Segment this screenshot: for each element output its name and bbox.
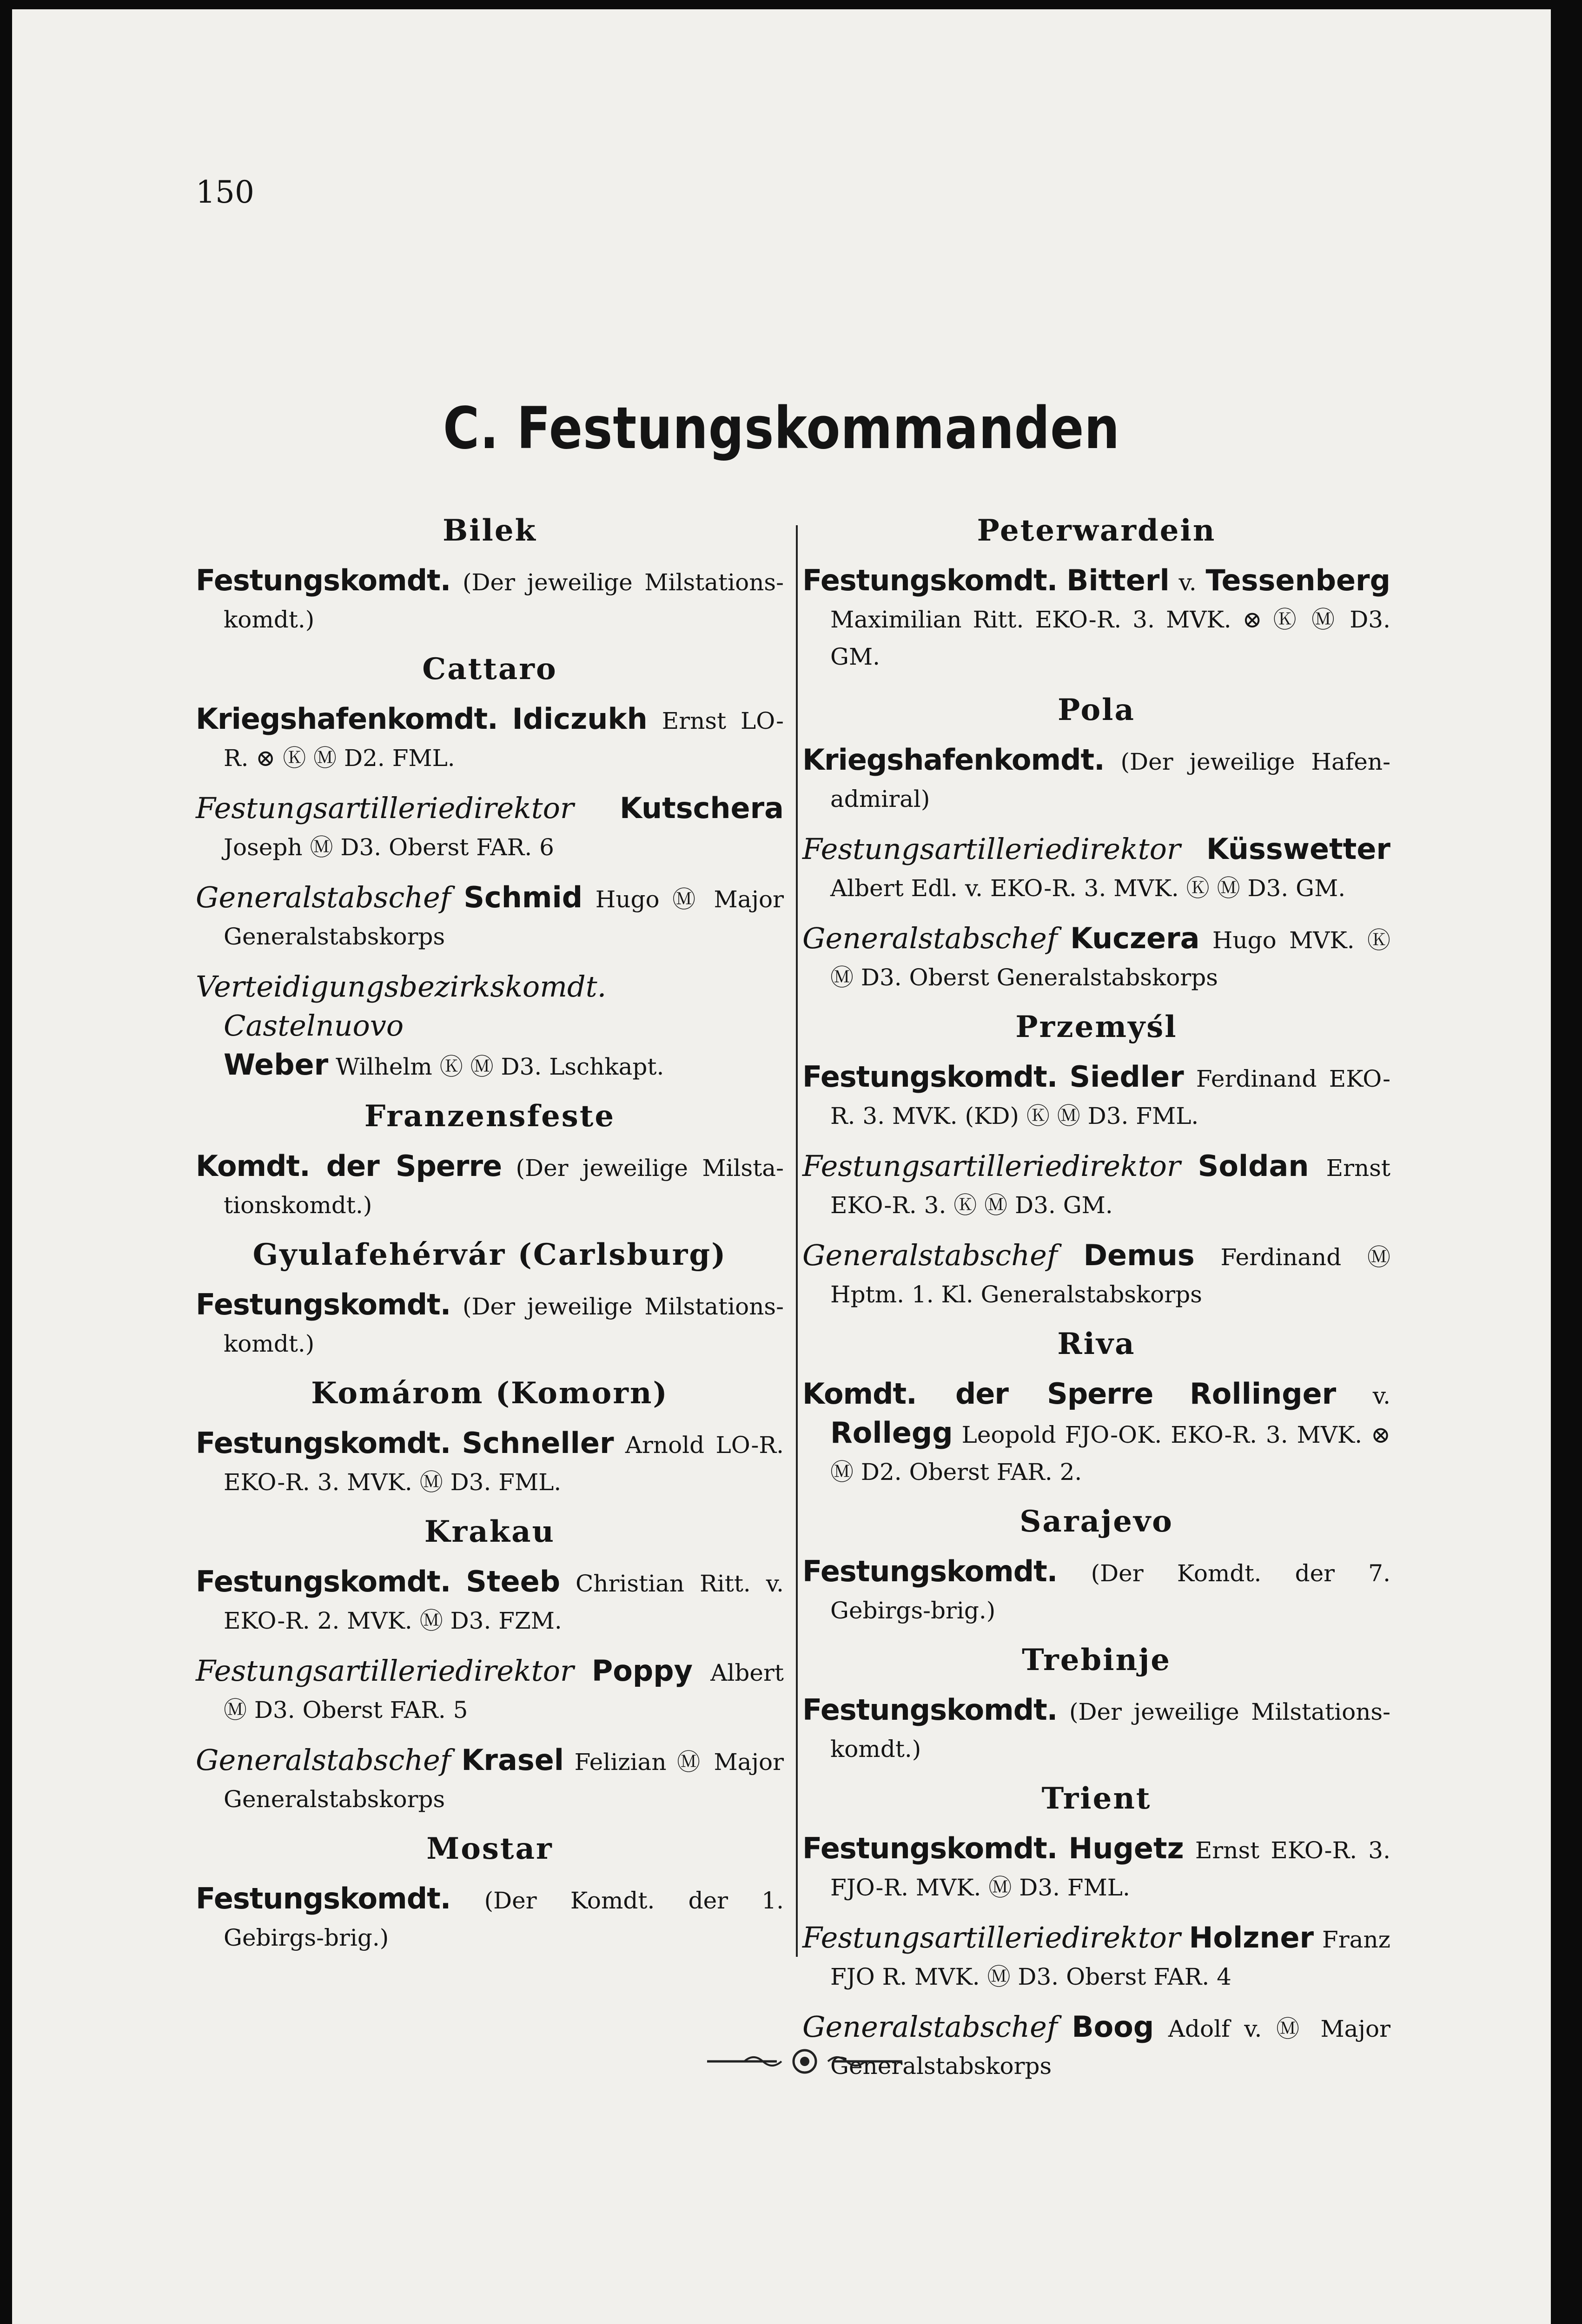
entry-text: Hugo Ⓜ Major Generalstabskorps [224,886,784,950]
column-divider [796,525,798,1957]
entry-krakau-festungskomdt [196,1563,784,1639]
entry-text: Ernst EKO-R. 3. Ⓚ Ⓜ D3. GM. [830,1155,1390,1219]
page-number: 150 [196,174,254,210]
entry-gyulafehervar-festungskomdt [196,1286,784,1362]
place-heading-krakau: Krakau [424,1514,556,1549]
entry-name: Weber [224,1048,329,1082]
entry-label: Kriegshafenkomdt. [196,702,498,736]
section-title: C. Festungskommanden [443,395,1120,462]
entry-name: Rollegg [830,1416,953,1450]
entry-label: Festungskomdt. [196,1426,451,1460]
entry-label: Generalstabschef [802,2010,1058,2044]
entry-label: Festungsartilleriedirektor [196,791,574,825]
entry-text: (Der Komdt. der 7. Gebirgs-brig.) [830,1560,1390,1624]
right-column [802,509,1390,2098]
entry-label: Festungskomdt. [802,1693,1058,1727]
entry-label: Komdt. der Sperre [802,1377,1153,1411]
entry-pola-festungsartilleriedirektor [802,831,1390,907]
entry-name: Idiczukh [512,702,648,736]
entry-krakau-festungsartilleriedirektor [196,1652,784,1729]
place-heading-bilek: Bilek [443,513,537,548]
entry-text: Felizian Ⓜ Major Generalstabskorps [224,1749,784,1813]
entry-cattaro-kriegshafenkomdt [196,700,784,777]
entry-trient-festungsartilleriedirektor [802,1919,1390,1995]
entry-text: Albert Ⓜ D3. Oberst FAR. 5 [224,1659,784,1723]
entry-text: v. [1372,1382,1390,1409]
entry-label: Festungskomdt. [196,1287,451,1321]
entry-name: Boog [1072,2010,1154,2044]
entry-przemysl-festungskomdt [802,1058,1390,1135]
place-heading-pola: Pola [1058,693,1135,727]
entry-text: Joseph Ⓜ D3. Oberst FAR. 6 [224,834,554,861]
place-heading-gyulafehervar: Gyulafehérvár (Carlsburg) [252,1237,727,1272]
entry-label: Komdt. der Sperre [196,1149,502,1183]
place-heading-riva: Riva [1057,1327,1136,1361]
entry-text: (Der jeweilige Hafen-admiral) [830,748,1390,812]
place-heading-mostar: Mostar [426,1831,553,1866]
entry-label: Kriegshafenkomdt. [802,743,1105,777]
entry-label: Festungsartilleriedirektor [802,1149,1181,1183]
entry-riva-komdt [802,1375,1390,1491]
entry-text: Ernst LO-R. ⊗ Ⓚ Ⓜ D2. FML. [224,707,784,772]
place-heading-sarajevo: Sarajevo [1019,1504,1173,1539]
entry-name: Kutschera [620,791,784,825]
entry-peterwardein-festungskomdt [802,562,1390,675]
entry-text: Hugo MVK. Ⓚ Ⓜ D3. Oberst Generalstabskorps [830,927,1390,991]
entry-name: Krasel [461,1743,564,1777]
entry-name: Tessenberg [1205,563,1390,597]
entry-franzensfeste-komdt [196,1148,784,1224]
place-heading-peterwardein: Peterwardein [977,513,1216,548]
place-heading-trebinje: Trebinje [1022,1643,1171,1677]
entry-label: Festungsartilleriedirektor [802,1921,1181,1954]
entry-name: Siedler [1069,1060,1184,1094]
entry-text: (Der jeweilige Milstations-komdt.) [224,1293,784,1357]
entry-text: Ferdinand Ⓜ Hptm. 1. Kl. Generalstabskorps [830,1244,1390,1308]
entry-cattaro-verteidigungsbezirkskomdt [196,968,784,1085]
entry-text: Ferdinand EKO-R. 3. MVK. (KD) Ⓚ Ⓜ D3. FML. [830,1065,1390,1129]
entry-name: Soldan [1198,1149,1309,1183]
place-heading-trient: Trient [1041,1781,1152,1816]
entry-label: Festungskomdt. [802,563,1058,597]
entry-text: Christian Ritt. v. EKO-R. 2. MVK. Ⓜ D3. FZM. [224,1570,784,1634]
entry-komarom-festungskomdt [196,1425,784,1501]
place-heading-franzensfeste: Franzensfeste [364,1099,616,1134]
entry-label: Festungskomdt. [196,1882,451,1915]
entry-label: Festungsartilleriedirektor [802,832,1181,866]
entry-sarajevo-festungskomdt [802,1553,1390,1629]
entry-text: Leopold FJO-OK. EKO-R. 3. MVK. ⊗ Ⓜ D2. Oberst FAR. 2. [830,1421,1390,1486]
entry-przemysl-generalstabschef [802,1237,1390,1313]
entry-name: Schmid [463,880,583,914]
entry-name: Hugetz [1068,1831,1184,1865]
entry-label: Festungskomdt. [196,1565,451,1598]
entry-label: Generalstabschef [802,1238,1058,1272]
entry-name: Bitterl [1066,563,1170,597]
entry-text: Ernst EKO-R. 3. FJO-R. MVK. Ⓜ D3. FML. [830,1837,1390,1901]
entry-name: Küsswetter [1206,832,1390,866]
entry-text: Arnold LO-R. EKO-R. 3. MVK. Ⓜ D3. FML. [224,1432,784,1496]
entry-label: Generalstabschef [802,921,1058,955]
entry-name: Poppy [591,1654,693,1688]
entry-pola-kriegshafenkomdt [802,741,1390,818]
entry-text: Franz FJO R. MVK. Ⓜ D3. Oberst FAR. 4 [830,1926,1390,1990]
place-heading-komarom: Komárom (Komorn) [311,1376,669,1411]
entry-przemysl-festungsartilleriedirektor [802,1148,1390,1224]
place-heading-cattaro: Cattaro [422,652,557,687]
entry-name: Demus [1083,1238,1195,1272]
entry-text: (Der jeweilige Milsta-tionskomdt.) [224,1155,784,1219]
entry-label: Generalstabschef [196,880,451,914]
entry-text: v. [1178,569,1197,596]
entry-label: Generalstabschef [196,1743,451,1777]
entry-text: (Der Komdt. der 1. Gebirgs-brig.) [224,1887,784,1951]
entry-trebinje-festungskomdt [802,1691,1390,1768]
entry-label: Festungsartilleriedirektor [196,1654,574,1688]
entry-label: Festungskomdt. [196,563,451,597]
entry-mostar-festungskomdt [196,1880,784,1956]
entry-label: Festungskomdt. [802,1554,1058,1588]
entry-name: Schneller [462,1426,614,1460]
entry-pola-generalstabschef [802,920,1390,996]
entry-cattaro-festungsartilleriedirektor [196,790,784,866]
entry-bilek-festungskomdt [196,562,784,638]
end-ornament-icon [707,2045,902,2078]
entry-label: Festungskomdt. [802,1060,1058,1094]
entry-name: Kuczera [1070,921,1200,955]
left-column [196,509,784,1969]
entry-cattaro-generalstabschef [196,879,784,955]
book-page [12,9,1551,2324]
entry-text: (Der jeweilige Milstations-komdt.) [224,569,784,633]
entry-trient-festungskomdt [802,1830,1390,1906]
entry-label: Verteidigungsbezirkskomdt. Castelnuovo [196,970,607,1043]
entry-label: Festungskomdt. [802,1831,1058,1865]
entry-name: Holzner [1189,1921,1314,1954]
entry-text: Wilhelm Ⓚ Ⓜ D3. Lschkapt. [336,1053,664,1080]
entry-text: (Der jeweilige Milstations-komdt.) [830,1698,1390,1763]
place-heading-przemysl: Przemyśl [1015,1010,1178,1044]
entry-text: Albert Edl. v. EKO-R. 3. MVK. Ⓚ Ⓜ D3. GM. [830,875,1346,902]
entry-name: Rollinger [1189,1377,1337,1411]
entry-text: Adolf v. Ⓜ Major Generalstabskorps [830,2015,1390,2080]
entry-text: Maximilian Ritt. EKO-R. 3. MVK. ⊗ Ⓚ Ⓜ D3. GM. [830,606,1390,670]
entry-krakau-generalstabschef [196,1742,784,1818]
entry-name: Steeb [466,1565,561,1598]
